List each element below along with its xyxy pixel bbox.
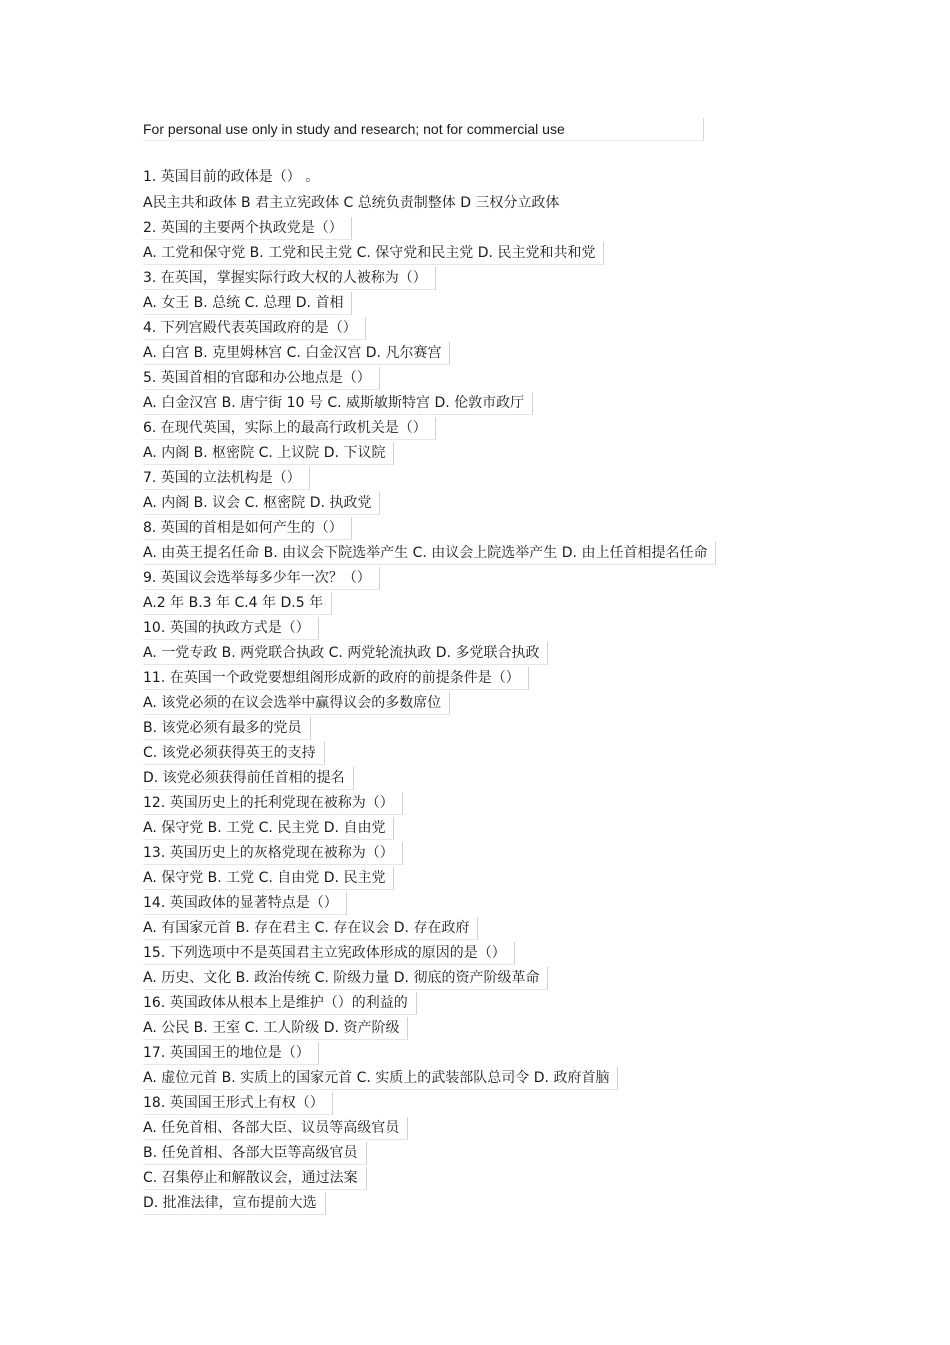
question-9: 9. 英国议会选举每多少年一次？（）	[143, 567, 380, 590]
question-15: 15. 下列选项中不是英国君主立宪政体形成的原因的是（）	[143, 942, 515, 965]
question-13: 13. 英国历史上的灰格党现在被称为（）	[143, 842, 403, 865]
question-11: 11. 在英国一个政党要想组阁形成新的政府的前提条件是（）	[143, 667, 529, 690]
question-18-option-c: C. 召集停止和解散议会，通过法案	[143, 1167, 367, 1190]
question-13-options: A. 保守党 B. 工党 C. 自由党 D. 民主党	[143, 867, 394, 890]
question-17-options: A. 虚位元首 B. 实质上的国家元首 C. 实质上的武装部队总司令 D. 政府首脑	[143, 1067, 618, 1090]
question-11-option-c: C. 该党必须获得英王的支持	[143, 742, 325, 765]
question-5: 5. 英国首相的官邸和办公地点是（）	[143, 367, 380, 390]
question-18: 18. 英国国王形式上有权（）	[143, 1092, 333, 1115]
question-1-options: A民主共和政体 B 君主立宪政体 C 总统负责制整体 D 三权分立政体	[143, 195, 560, 211]
question-18-option-a: A. 任免首相、各部大臣、议员等高级官员	[143, 1117, 408, 1140]
question-9-options: A.2 年 B.3 年 C.4 年 D.5 年	[143, 592, 332, 615]
question-11-option-b: B. 该党必须有最多的党员	[143, 717, 311, 740]
question-7-options: A. 内阁 B. 议会 C. 枢密院 D. 执政党	[143, 492, 380, 515]
question-18-option-b: B. 任免首相、各部大臣等高级官员	[143, 1142, 367, 1165]
question-6-options: A. 内阁 B. 枢密院 C. 上议院 D. 下议院	[143, 442, 394, 465]
question-17: 17. 英国国王的地位是（）	[143, 1042, 319, 1065]
question-10-options: A. 一党专政 B. 两党联合执政 C. 两党轮流执政 D. 多党联合执政	[143, 642, 548, 665]
question-12: 12. 英国历史上的托利党现在被称为（）	[143, 792, 403, 815]
question-6: 6. 在现代英国，实际上的最高行政机关是（）	[143, 417, 436, 440]
question-8-options: A. 由英王提名任命 B. 由议会下院选举产生 C. 由议会上院选举产生 D. 由上任首相提名任命	[143, 542, 716, 565]
question-14-options: A. 有国家元首 B. 存在君主 C. 存在议会 D. 存在政府	[143, 917, 478, 940]
question-18-option-d: D. 批准法律，宣布提前大选	[143, 1192, 326, 1215]
question-15-options: A. 历史、文化 B. 政治传统 C. 阶级力量 D. 彻底的资产阶级革命	[143, 967, 548, 990]
question-16-options: A. 公民 B. 王室 C. 工人阶级 D. 资产阶级	[143, 1017, 408, 1040]
question-14: 14. 英国政体的显著特点是（）	[143, 892, 347, 915]
question-10: 10. 英国的执政方式是（）	[143, 617, 319, 640]
question-12-options: A. 保守党 B. 工党 C. 民主党 D. 自由党	[143, 817, 394, 840]
question-3: 3. 在英国，掌握实际行政大权的人被称为（）	[143, 267, 436, 290]
question-1: 1. 英国目前的政体是（） 。	[143, 169, 320, 185]
question-2-options: A. 工党和保守党 B. 工党和民主党 C. 保守党和民主党 D. 民主党和共和党	[143, 242, 604, 265]
question-list	[143, 166, 823, 1217]
question-3-options: A. 女王 B. 总统 C. 总理 D. 首相	[143, 292, 352, 315]
question-5-options: A. 白金汉宫 B. 唐宁街 10 号 C. 威斯敏斯特宫 D. 伦敦市政厅	[143, 392, 533, 415]
usage-notice: For personal use only in study and research; not for commercial use	[143, 118, 704, 141]
question-16: 16. 英国政体从根本上是维护（）的利益的	[143, 992, 417, 1015]
question-4-options: A. 白宫 B. 克里姆林宫 C. 白金汉宫 D. 凡尔赛宫	[143, 342, 450, 365]
question-11-option-d: D. 该党必须获得前任首相的提名	[143, 767, 354, 790]
question-7: 7. 英国的立法机构是（）	[143, 467, 310, 490]
question-11-option-a: A. 该党必须的在议会选举中赢得议会的多数席位	[143, 692, 450, 715]
question-2: 2. 英国的主要两个执政党是（）	[143, 217, 352, 240]
question-4: 4. 下列宫殿代表英国政府的是（）	[143, 317, 366, 340]
question-8: 8. 英国的首相是如何产生的（）	[143, 517, 352, 540]
